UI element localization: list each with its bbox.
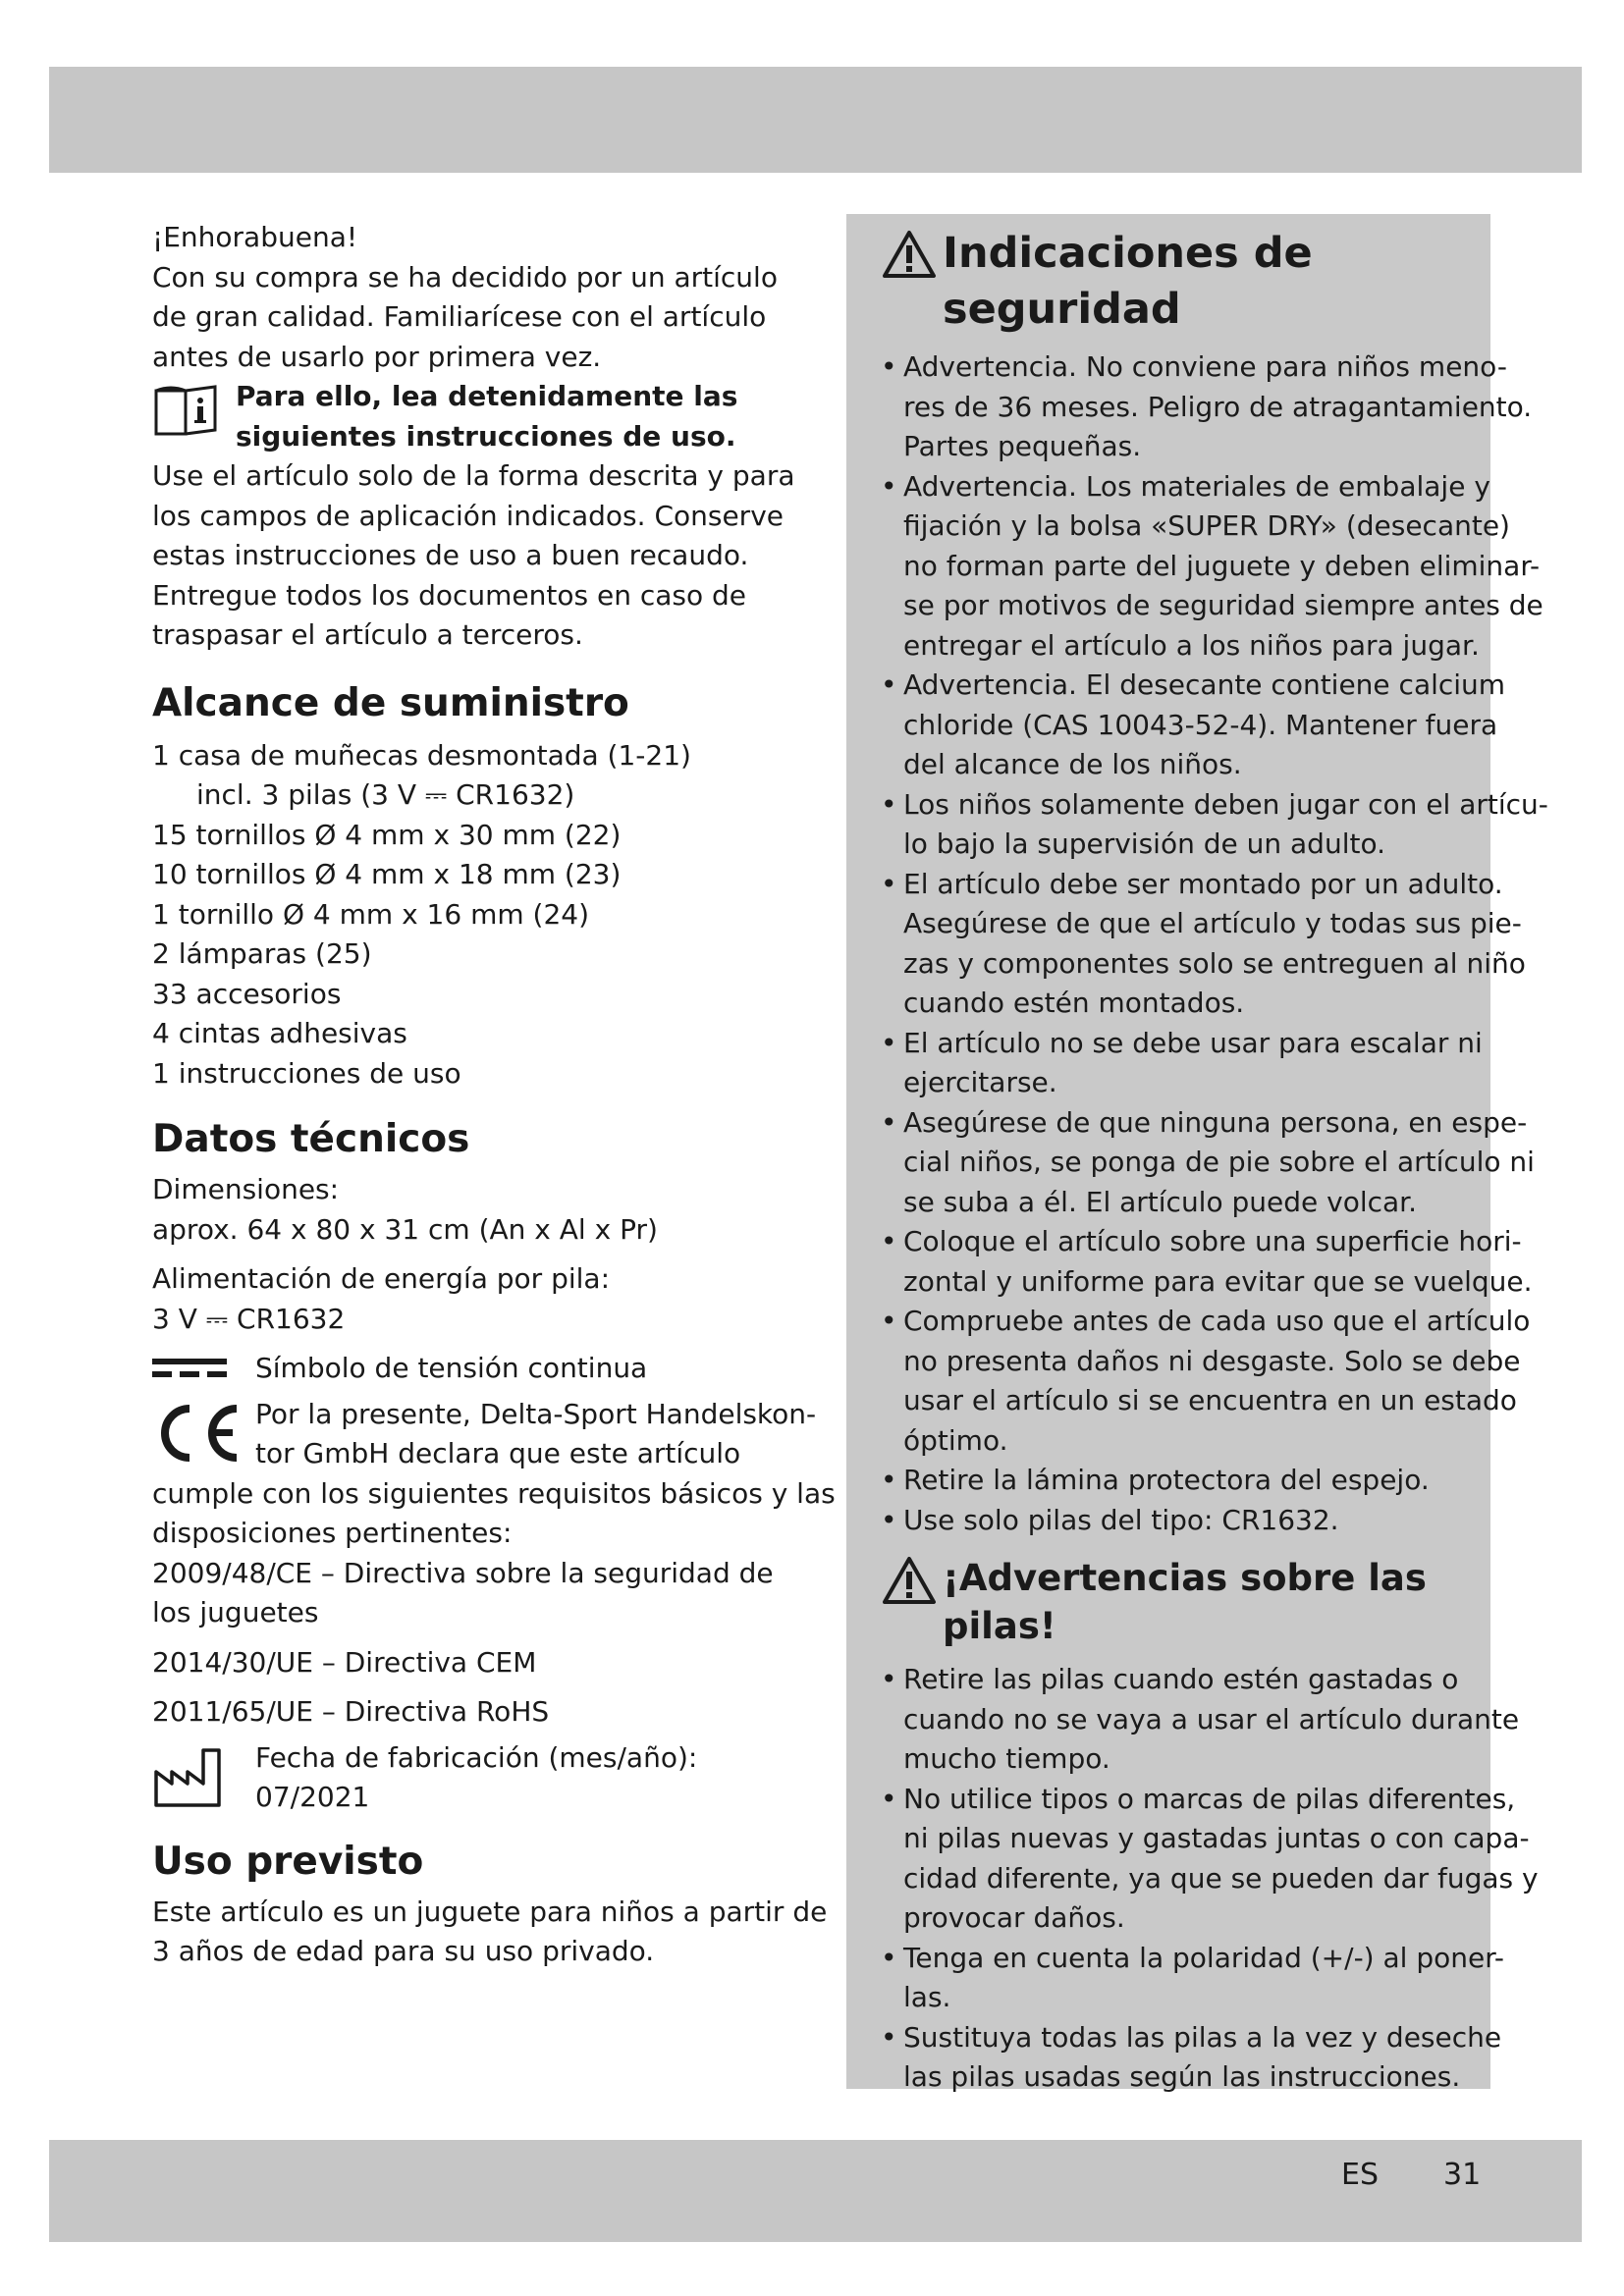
bullet-text: Asegúrese de que ninguna persona, en espe-	[903, 1105, 1528, 1139]
bullet-text: Advertencia. El desecante contiene calcium	[903, 668, 1506, 701]
bullet-text: lo bajo la supervisión de un adulto.	[903, 828, 1385, 860]
bullet-item	[864, 1780, 1539, 1939]
supply-item: 2 lámparas (25)	[152, 937, 372, 970]
safety-panel	[846, 214, 1548, 2093]
intro-body: Entregue todos los documentos en caso de	[152, 578, 747, 612]
bullet-dot: •	[881, 1026, 897, 1059]
bullet-line	[864, 1183, 1483, 1223]
ce-text: 2009/48/CE – Directiva sobre la seguridad de	[152, 1556, 774, 1589]
intro-line: antes de usarlo por primera vez.	[152, 340, 602, 373]
bullet-dot: •	[881, 350, 897, 383]
ce-text: tor GmbH declara que este artículo	[255, 1437, 741, 1469]
bullet-text: ni pilas nuevas y gastadas juntas o con capa-	[903, 1822, 1530, 1854]
bullet-line	[864, 507, 1510, 547]
bullet-line	[864, 706, 1498, 746]
bullet-item	[864, 1024, 1483, 1103]
warning-triangle-icon	[882, 1556, 937, 1605]
bullet-text: Los niños solamente deben jugar con el artícu-	[903, 787, 1548, 821]
intro-body: los campos de aplicación indicados. Conserve	[152, 499, 784, 532]
supply-item: 1 tornillo Ø 4 mm x 16 mm (24)	[152, 897, 589, 931]
bullet-text: mucho tiempo.	[903, 1742, 1110, 1775]
factory-icon	[152, 1746, 223, 1809]
bullet-text: zas y componentes solo se entreguen al niño	[903, 946, 1526, 980]
read-instructions-notice	[152, 377, 790, 456]
battery-title: ¡Advertencias sobre las	[943, 1557, 1427, 1599]
manufacture-value: 07/2021	[255, 1781, 370, 1813]
bullet-text: se por motivos de seguridad siempre antes de	[903, 589, 1543, 621]
tech-section	[152, 1170, 836, 1818]
ce-row	[152, 1395, 817, 1474]
bullet-line	[864, 1342, 1521, 1382]
bullet-item	[864, 1660, 1520, 1780]
bullet-line	[864, 388, 1533, 428]
bullet-dot: •	[881, 2020, 897, 2054]
bullet-line	[864, 1143, 1535, 1183]
bullet-text: El artículo no se debe usar para escalar ni	[903, 1026, 1483, 1059]
bullet-text: Use solo pilas del tipo: CR1632.	[903, 1503, 1339, 1536]
tech-heading: Datos técnicos	[152, 1117, 470, 1161]
bullet-line	[864, 745, 1483, 785]
directive-cem: 2014/30/UE – Directiva CEM	[152, 1645, 537, 1679]
bullet-dot: •	[881, 1305, 897, 1337]
bullet-line	[864, 825, 1483, 865]
bullet-item	[864, 1501, 1483, 1541]
bullet-line	[864, 1421, 1483, 1462]
bullet-text: óptimo.	[903, 1423, 1008, 1457]
bullet-text: las pilas usadas según las instrucciones.	[903, 2060, 1461, 2093]
bullet-dot: •	[881, 1464, 897, 1496]
bullet-line	[864, 944, 1526, 985]
battery-bullets	[864, 1660, 1539, 2098]
ce-text: los juguetes	[152, 1596, 319, 1629]
bullet-line	[864, 547, 1541, 587]
greeting: ¡Enhorabuena!	[152, 221, 358, 253]
bullet-text: cial niños, se ponga de pie sobre el artículo ni	[903, 1146, 1535, 1178]
bullet-line	[864, 2057, 1483, 2098]
bullet-text: Sustituya todas las pilas a la vez y deseche	[903, 2020, 1502, 2054]
bullet-text: se suba a él. El artículo puede volcar.	[903, 1185, 1418, 1218]
bullet-line	[864, 1024, 1483, 1064]
bullet-line	[864, 785, 1548, 826]
bullet-line	[864, 1262, 1533, 1303]
bullet-line	[864, 984, 1483, 1024]
bullet-line	[864, 1898, 1483, 1939]
ce-text: cumple con los siguientes requisitos básicos y las	[152, 1476, 836, 1510]
supply-item: 10 tornillos Ø 4 mm x 18 mm (23)	[152, 858, 622, 890]
bullet-line	[864, 586, 1543, 626]
ce-mark-icon	[152, 1401, 243, 1466]
bullet-item	[864, 785, 1548, 865]
bullet-text: Tenga en cuenta la polaridad (+/-) al poner-	[903, 1941, 1505, 1974]
supply-item: 1 instrucciones de uso	[152, 1056, 461, 1090]
bullet-dot: •	[881, 668, 897, 701]
bullet-text: El artículo debe ser montado por un adulto.	[903, 867, 1503, 900]
directive-rohs: 2011/65/UE – Directiva RoHS	[152, 1695, 550, 1728]
bullet-line	[864, 1819, 1530, 1859]
ce-text: Por la presente, Delta-Sport Handelskon-	[255, 1397, 817, 1430]
bullet-item	[864, 666, 1506, 785]
supply-item: 4 cintas adhesivas	[152, 1017, 407, 1049]
bullet-line	[864, 2018, 1502, 2058]
supply-list	[152, 736, 790, 1095]
bullet-line	[864, 865, 1503, 905]
bullet-item	[864, 1302, 1531, 1461]
power-value: 3 V ⎓ CR1632	[152, 1302, 346, 1335]
bullet-text: Advertencia. Los materiales de embalaje y	[903, 469, 1490, 503]
battery-title: pilas!	[943, 1605, 1056, 1647]
manufacture-label: Fecha de fabricación (mes/año):	[255, 1740, 698, 1774]
supply-item: 33 accesorios	[152, 977, 342, 1010]
bullet-text: Asegúrese de que el artículo y todas sus pie-	[903, 907, 1522, 939]
bullet-line	[864, 1381, 1517, 1421]
bullet-text: provocar daños.	[903, 1901, 1125, 1934]
intro-body: traspasar el artículo a terceros.	[152, 618, 583, 651]
manufacture-row	[152, 1738, 790, 1818]
bullet-text: Retire las pilas cuando estén gastadas o	[903, 1663, 1459, 1695]
bullet-item	[864, 865, 1526, 1024]
bullet-text: usar el artículo si se encuentra en un estado	[903, 1384, 1517, 1416]
warning-triangle-icon	[882, 230, 937, 279]
supply-item: 1 casa de muñecas desmontada (1-21)	[152, 738, 691, 772]
bullet-text: Partes pequeñas.	[903, 430, 1142, 462]
bullet-line	[864, 1978, 1483, 2018]
bullet-text: no presenta daños ni desgaste. Solo se debe	[903, 1344, 1521, 1377]
bullet-item	[864, 1103, 1535, 1223]
intro-line: Con su compra se ha decidido por un artículo	[152, 260, 778, 294]
safety-heading	[864, 226, 1483, 338]
bullet-item	[864, 1461, 1483, 1501]
bullet-line	[864, 1739, 1483, 1780]
bullet-dot: •	[881, 469, 897, 503]
bullet-text: zontal y uniforme para evitar que se vuelque.	[903, 1264, 1533, 1298]
bullet-line	[864, 1859, 1539, 1899]
bullet-item	[864, 1222, 1533, 1302]
language-code: ES	[1341, 2158, 1379, 2192]
supply-heading: Alcance de suministro	[152, 680, 629, 725]
bullet-line	[864, 427, 1483, 467]
bullet-item	[864, 347, 1533, 467]
supply-item: incl. 3 pilas (3 V ⎓ CR1632)	[196, 778, 575, 811]
safety-section	[864, 226, 1548, 2098]
bullet-text: Coloque el artículo sobre una superficie hori-	[903, 1225, 1522, 1257]
use-heading: Uso previsto	[152, 1839, 424, 1884]
bullet-text: fijación y la bolsa «SUPER DRY» (desecante)	[903, 509, 1510, 542]
bullet-text: ejercitarse.	[903, 1066, 1057, 1098]
notice-text: Para ello, lea detenidamente las	[236, 380, 738, 412]
bullet-text: del alcance de los niños.	[903, 748, 1242, 780]
intro-line: de gran calidad. Familiarícese con el artículo	[152, 300, 767, 333]
bullet-text: entregar el artículo a los niños para jugar.	[903, 628, 1480, 662]
bullet-text: No utilice tipos o marcas de pilas diferentes,	[903, 1782, 1516, 1815]
bullet-line	[864, 1103, 1528, 1144]
bullet-line	[864, 1461, 1483, 1501]
bullet-text: no forman parte del juguete y deben eliminar-	[903, 549, 1541, 582]
bullet-text: res de 36 meses. Peligro de atragantamiento.	[903, 390, 1533, 423]
safety-title: seguridad	[943, 285, 1181, 334]
bullet-text: chloride (CAS 10043-52-4). Mantener fuera	[903, 708, 1498, 741]
bullet-dot: •	[881, 787, 897, 821]
bullet-dot: •	[881, 1782, 897, 1815]
safety-bullets	[864, 347, 1548, 1540]
use-text: Este artículo es un juguete para niños a partir de	[152, 1895, 828, 1928]
bullet-line	[864, 1660, 1483, 1700]
safety-title: Indicaciones de	[943, 229, 1313, 278]
dc-voltage-icon	[152, 1359, 227, 1378]
left-column	[152, 218, 836, 1972]
bullet-item	[864, 467, 1543, 667]
bullet-dot: •	[881, 1663, 897, 1695]
dc-symbol-text: Símbolo de tensión continua	[255, 1352, 648, 1384]
bullet-line	[864, 904, 1522, 944]
notice-text: siguientes instrucciones de uso.	[236, 419, 736, 453]
bullet-dot: •	[881, 1941, 897, 1974]
bullet-line	[864, 347, 1507, 388]
supply-item: 15 tornillos Ø 4 mm x 30 mm (22)	[152, 818, 622, 851]
battery-heading	[864, 1554, 1483, 1650]
bullet-item	[864, 2018, 1502, 2098]
dimensions-value: aprox. 64 x 80 x 31 cm (An x Al x Pr)	[152, 1212, 658, 1246]
bullet-line	[864, 1939, 1505, 1979]
intro-body: estas instrucciones de uso a buen recaudo.	[152, 539, 749, 571]
bullet-item	[864, 1939, 1505, 2018]
bullet-line	[864, 1302, 1531, 1342]
page-number: 31	[1443, 2158, 1482, 2192]
dimensions-label: Dimensiones:	[152, 1173, 340, 1205]
bullet-line	[864, 1780, 1516, 1820]
power-label: Alimentación de energía por pila:	[152, 1262, 611, 1295]
ce-text: disposiciones pertinentes:	[152, 1517, 513, 1549]
dc-symbol-row	[152, 1349, 790, 1389]
bullet-text: Retire la lámina protectora del espejo.	[903, 1464, 1430, 1496]
bullet-dot: •	[881, 1225, 897, 1257]
bullet-text: cuando estén montados.	[903, 987, 1245, 1019]
bullet-text: cidad diferente, ya que se pueden dar fugas y	[903, 1861, 1539, 1895]
bullet-line	[864, 467, 1490, 507]
header-band	[49, 67, 1582, 173]
bullet-dot: •	[881, 1105, 897, 1139]
bullet-line	[864, 1700, 1520, 1740]
book-info-icon	[152, 383, 221, 442]
bullet-text: las.	[903, 1981, 951, 2013]
bullet-dot: •	[881, 1503, 897, 1536]
bullet-line	[864, 626, 1483, 667]
bullet-text: Compruebe antes de cada uso que el artículo	[903, 1305, 1531, 1337]
bullet-text: cuando no se vaya a usar el artículo durante	[903, 1702, 1520, 1735]
bullet-line	[864, 1063, 1483, 1103]
intro-body: Use el artículo solo de la forma descrita y para	[152, 459, 795, 492]
bullet-text: Advertencia. No conviene para niños meno-	[903, 350, 1507, 383]
bullet-line	[864, 666, 1506, 706]
bullet-line	[864, 1501, 1483, 1541]
bullet-dot: •	[881, 867, 897, 900]
bullet-line	[864, 1222, 1522, 1262]
use-text: 3 años de edad para su uso privado.	[152, 1935, 655, 1967]
